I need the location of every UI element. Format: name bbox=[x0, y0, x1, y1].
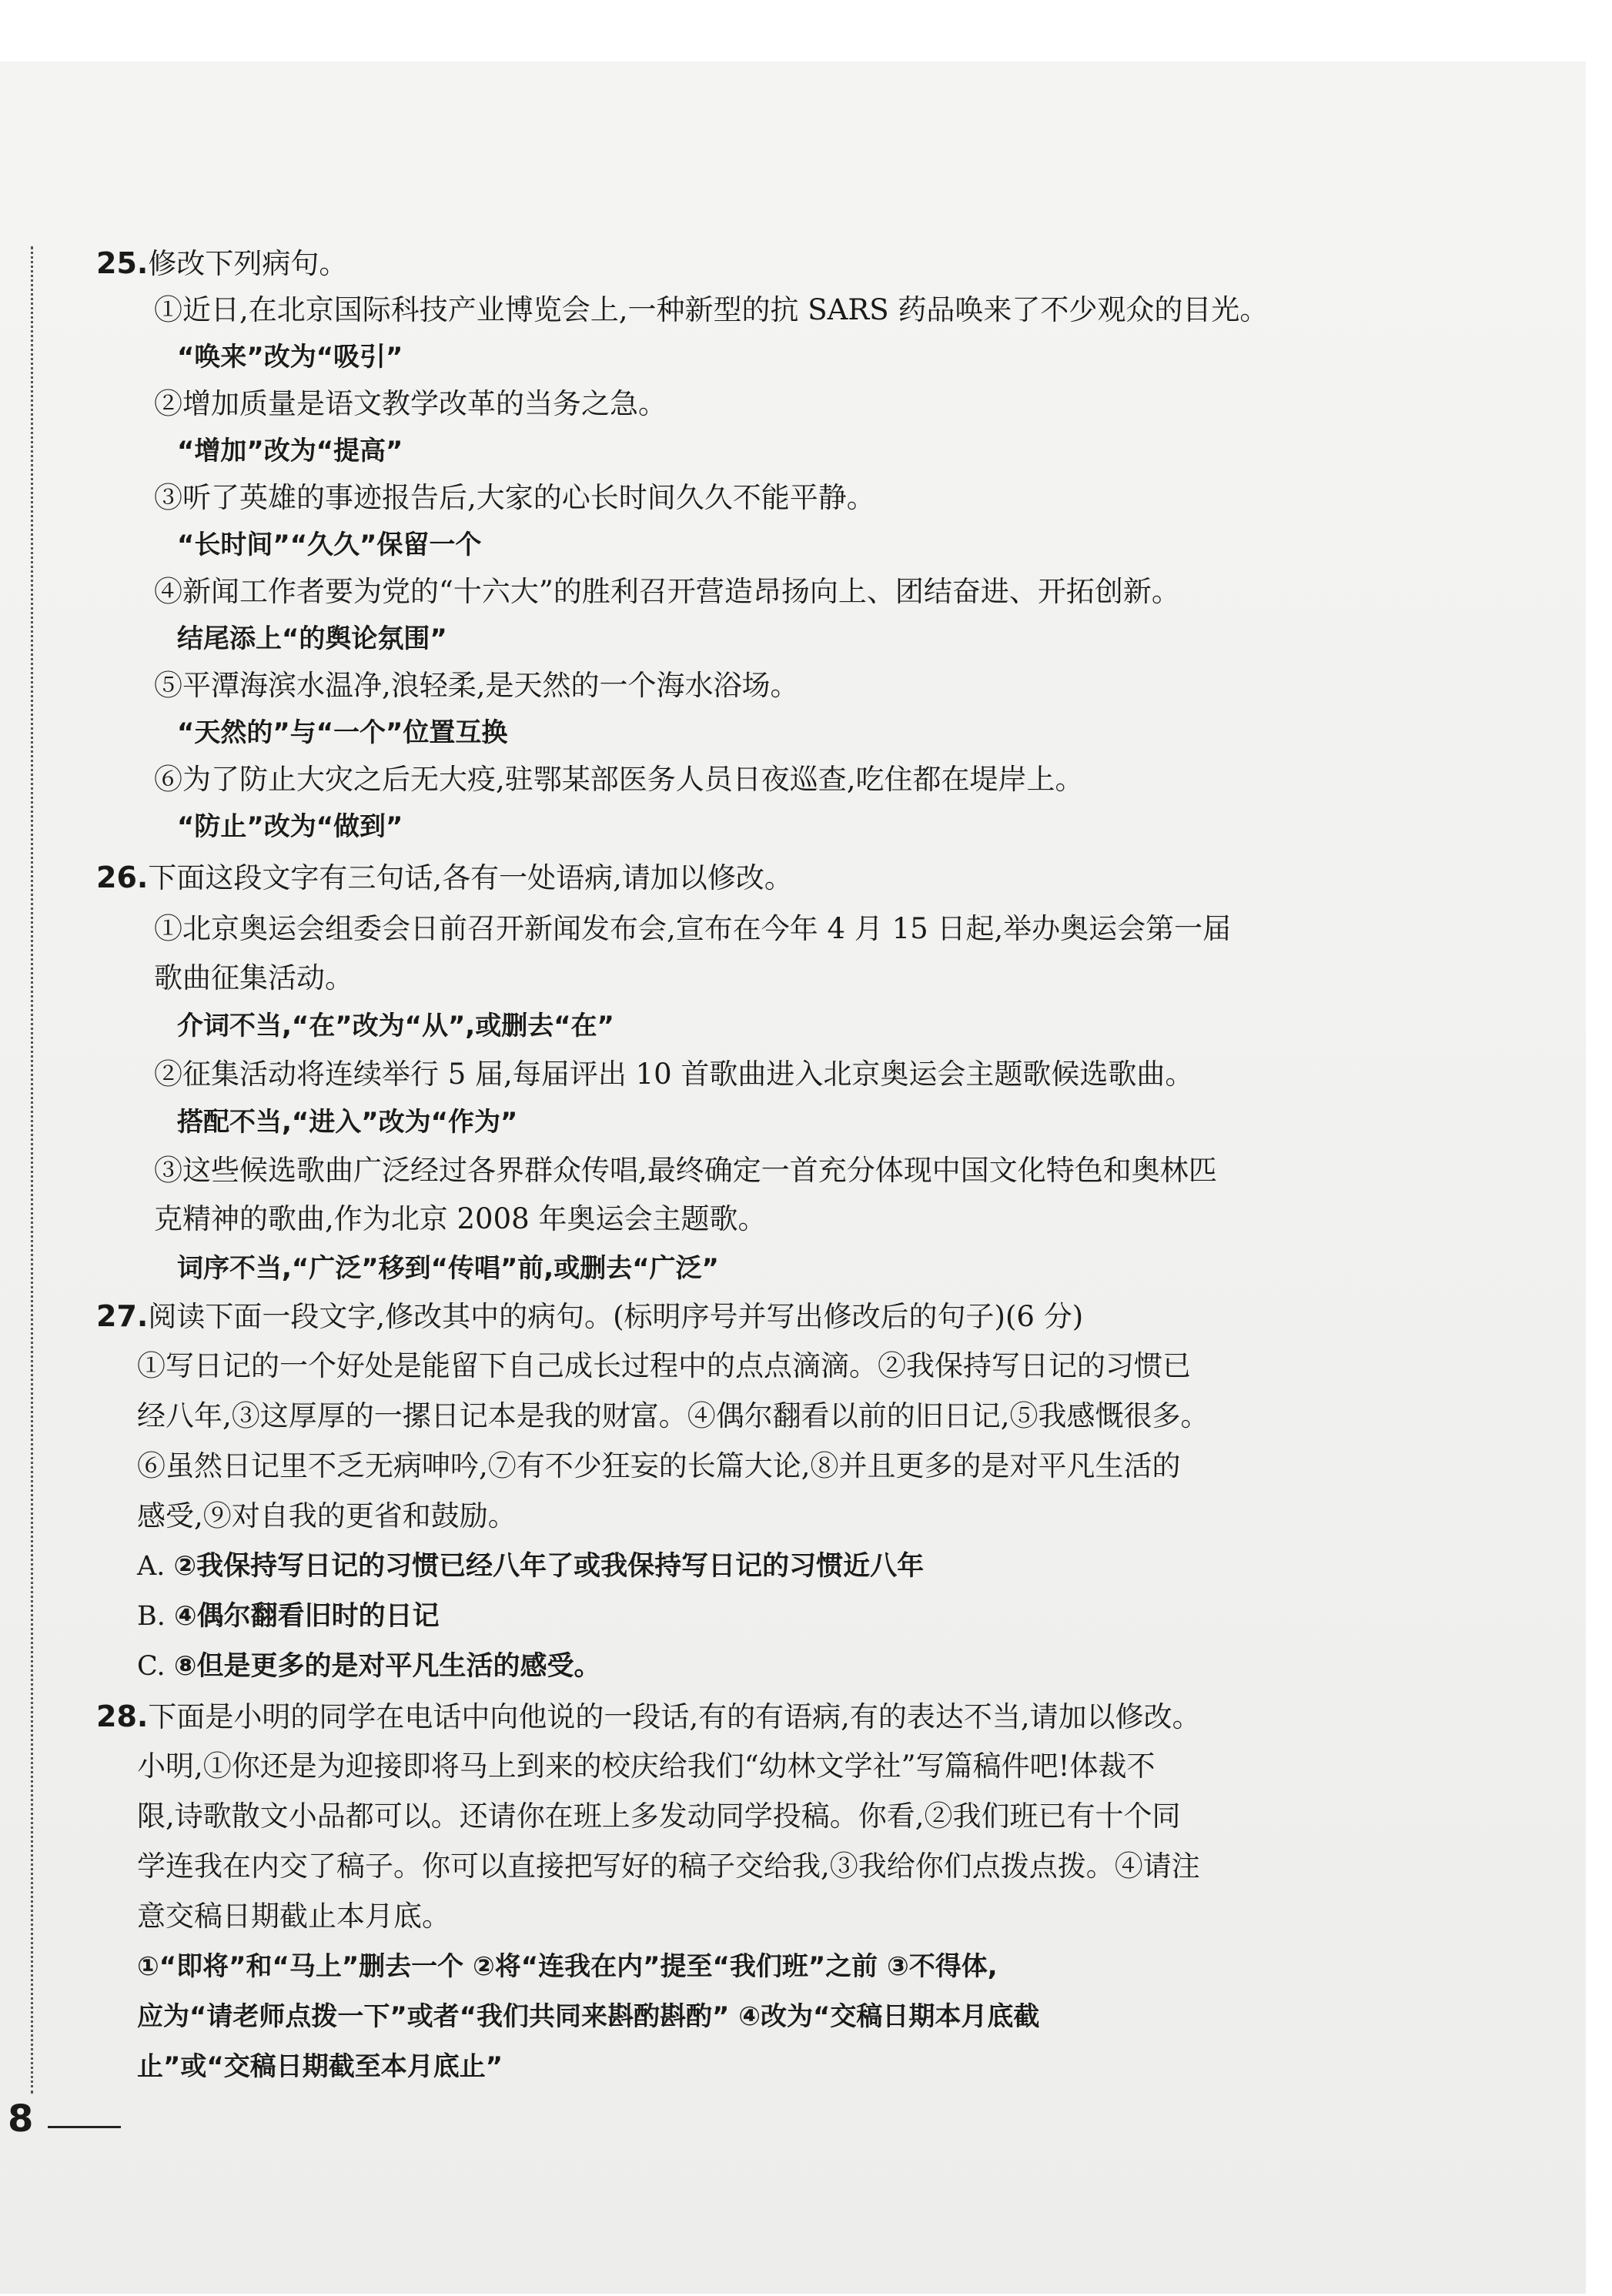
q27-number: 27. bbox=[96, 1299, 149, 1333]
q27-prompt: 阅读下面一段文字,修改其中的病句。(标明序号并写出修改后的句子)(6 分) bbox=[148, 1300, 1084, 1333]
q27-option-b bbox=[137, 1593, 440, 1639]
q28-answer-line-2: 应为“请老师点拨一下”或者“我们共同来斟酌斟酌” ④改为“交稿日期本月底截 bbox=[137, 2001, 1040, 2032]
q25-answer-4: 结尾添上“的舆论氛围” bbox=[177, 623, 447, 654]
q25-answer-3: “长时间”“久久”保留一个 bbox=[177, 530, 482, 560]
q27-passage-line-3: ⑥虽然日记里不乏无病呻吟,⑦有不少狂妄的长篇大论,⑧并且更多的是对平凡生活的 bbox=[137, 1449, 1181, 1482]
q27-heading bbox=[96, 1293, 1482, 1340]
q26-heading bbox=[96, 854, 1482, 901]
q28-heading bbox=[96, 1693, 1482, 1740]
q27-option-a-label: A. bbox=[137, 1551, 166, 1582]
q26-sentence-3-line-2: 克精神的歌曲,作为北京 2008 年奥运会主题歌。 bbox=[154, 1202, 767, 1235]
q25-item-6: ⑥为了防止大灾之后无大疫,驻鄂某部医务人员日夜巡查,吃住都在堤岸上。 bbox=[154, 763, 1084, 796]
q28-number: 28. bbox=[96, 1699, 149, 1733]
q25-number: 25. bbox=[96, 246, 149, 280]
q26-sentence-1-line-1: ①北京奥运会组委会日前召开新闻发布会,宣布在今年 4 月 15 日起,举办奥运会第一届 bbox=[154, 912, 1232, 945]
q26-answer-2: 搭配不当,“进入”改为“作为” bbox=[177, 1107, 518, 1138]
q25-item-5: ⑤平潭海滨水温净,浪轻柔,是天然的一个海水浴场。 bbox=[154, 669, 799, 702]
q28-answer-line-1: ①“即将”和“马上”删去一个 ②将“连我在内”提至“我们班”之前 ③不得体, bbox=[137, 1951, 998, 1982]
q25-heading bbox=[96, 240, 1482, 287]
q28-prompt: 下面是小明的同学在电话中向他说的一段话,有的有语病,有的表达不当,请加以修改。 bbox=[148, 1700, 1201, 1733]
q25-item-2: ②增加质量是语文教学改革的当务之急。 bbox=[154, 387, 667, 420]
q26-sentence-2: ②征集活动将连续举行 5 届,每届评出 10 首歌曲进入北京奥运会主题歌候选歌曲。 bbox=[154, 1058, 1194, 1091]
q25-prompt: 修改下列病句。 bbox=[148, 247, 348, 280]
q28-passage-line-4: 意交稿日期截止本月底。 bbox=[137, 1900, 450, 1933]
q27-passage-line-2: 经八年,③这厚厚的一摞日记本是我的财富。④偶尔翻看以前的旧日记,⑤我感慨很多。 bbox=[137, 1399, 1209, 1432]
q27-option-c-text: ⑧但是更多的是对平凡生活的感受。 bbox=[173, 1651, 601, 1682]
q26-answer-1: 介词不当,“在”改为“从”,或删去“在” bbox=[177, 1011, 614, 1041]
q25-answer-1: “唤来”改为“吸引” bbox=[177, 342, 403, 373]
q25-item-3: ③听了英雄的事迹报告后,大家的心长时间久久不能平静。 bbox=[154, 481, 875, 514]
q25-answer-2: “增加”改为“提高” bbox=[177, 436, 403, 466]
q27-option-c-label: C. bbox=[137, 1651, 166, 1682]
q28-answer-line-3: 止”或“交稿日期截至本月底止” bbox=[137, 2051, 503, 2082]
q28-passage-line-2: 限,诗歌散文小品都可以。还请你在班上多发动同学投稿。你看,②我们班已有十个同 bbox=[137, 1800, 1181, 1833]
q25-answer-5: “天然的”与“一个”位置互换 bbox=[177, 717, 508, 748]
q25-answer-6: “防止”改为“做到” bbox=[177, 811, 403, 842]
q27-option-b-text: ④偶尔翻看旧时的日记 bbox=[174, 1601, 440, 1632]
q26-sentence-1-line-2: 歌曲征集活动。 bbox=[154, 961, 353, 994]
q27-option-a-text: ②我保持写日记的习惯已经八年了或我保持写日记的习惯近八年 bbox=[173, 1551, 925, 1582]
q27-passage-line-4: 感受,⑨对自我的更省和鼓励。 bbox=[137, 1499, 517, 1532]
q27-option-c bbox=[137, 1643, 600, 1689]
page-number-rule bbox=[48, 2126, 121, 2128]
q26-prompt: 下面这段文字有三句话,各有一处语病,请加以修改。 bbox=[148, 861, 793, 894]
q26-answer-3: 词序不当,“广泛”移到“传唱”前,或删去“广泛” bbox=[177, 1253, 719, 1284]
q27-passage-line-1: ①写日记的一个好处是能留下自己成长过程中的点点滴滴。②我保持写日记的习惯已 bbox=[137, 1349, 1191, 1382]
q25-item-4: ④新闻工作者要为党的“十六大”的胜利召开营造昂扬向上、团结奋进、开拓创新。 bbox=[154, 575, 1180, 608]
q26-sentence-3-line-1: ③这些候选歌曲广泛经过各界群众传唱,最终确定一首充分体现中国文化特色和奥林匹 bbox=[154, 1154, 1217, 1187]
binding-dotted-line bbox=[31, 246, 33, 2094]
q27-option-a bbox=[137, 1543, 924, 1589]
q28-passage-line-3: 学连我在内交了稿子。你可以直接把写好的稿子交给我,③我给你们点拨点拨。④请注 bbox=[137, 1850, 1200, 1883]
page-number: 8 bbox=[8, 2097, 34, 2141]
q26-number: 26. bbox=[96, 861, 149, 894]
q25-item-1: ①近日,在北京国际科技产业博览会上,一种新型的抗 SARS 药品唤来了不少观众的目光。 bbox=[154, 293, 1269, 326]
q27-option-b-label: B. bbox=[137, 1601, 166, 1632]
q28-passage-line-1: 小明,①你还是为迎接即将马上到来的校庆给我们“幼林文学社”写篇稿件吧!体裁不 bbox=[137, 1750, 1155, 1783]
